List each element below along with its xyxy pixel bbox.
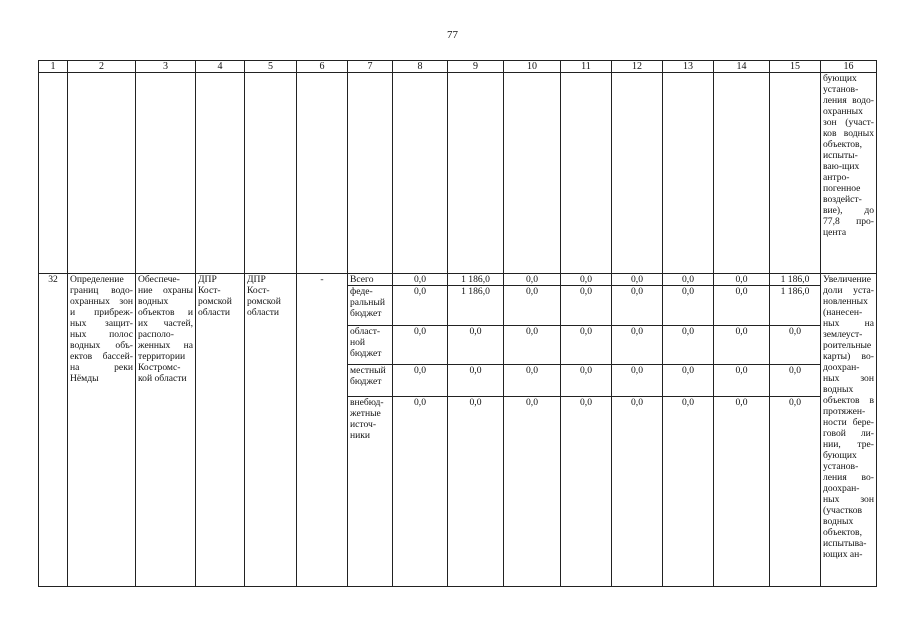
- text-line: ваю-щих: [823, 161, 860, 172]
- text-line: испыты-: [823, 150, 858, 161]
- column-header-11: 11: [561, 61, 612, 73]
- text-line: воздейст-: [823, 194, 862, 205]
- text-line: област-: [350, 326, 381, 337]
- column-header-12: 12: [612, 61, 663, 73]
- text-line: ДПР: [198, 274, 217, 285]
- text-line: ной: [350, 337, 366, 348]
- funding-value: 0,0: [393, 274, 448, 286]
- text-line: водных: [138, 296, 169, 307]
- column-header-3: 3: [136, 61, 196, 73]
- text-line: ющих ан-: [823, 549, 863, 560]
- funding-value: 0,0: [504, 326, 561, 365]
- text-line: Увеличение: [823, 274, 871, 285]
- text-line: доохран-: [823, 362, 860, 373]
- funding-value: 0,0: [561, 365, 612, 397]
- funding-value: 0,0: [612, 365, 663, 397]
- text-line: их частей,: [138, 318, 193, 329]
- column-header-10: 10: [504, 61, 561, 73]
- column-header-4: 4: [196, 61, 245, 73]
- text-line: (участков: [823, 505, 863, 516]
- funding-value: 0,0: [714, 397, 770, 587]
- text-line: бюджет: [350, 348, 382, 359]
- text-line: объектов в: [823, 395, 874, 406]
- header-row: [39, 61, 877, 73]
- funding-value: 0,0: [448, 326, 504, 365]
- funding-value: 0,0: [448, 365, 504, 397]
- funding-value: 1 186,0: [448, 274, 504, 286]
- text-line: (нанесен-: [823, 307, 863, 318]
- funding-value: 0,0: [393, 326, 448, 365]
- text-line: женных на: [138, 340, 193, 351]
- text-line: доохран-: [823, 483, 860, 494]
- text-line: новленных: [823, 296, 868, 307]
- column-header-1: 1: [39, 61, 68, 73]
- text-line: водных объ-: [70, 340, 133, 351]
- text-line: погенное: [823, 183, 861, 194]
- text-line: водных: [823, 516, 854, 527]
- funding-value: 0,0: [561, 397, 612, 587]
- funding-value: 0,0: [663, 365, 714, 397]
- text-line: говой ли-: [823, 428, 874, 439]
- text-line: ектов бассей-: [70, 351, 133, 362]
- funding-value: 0,0: [714, 326, 770, 365]
- column-header-2: 2: [68, 61, 136, 73]
- text-line: Всего: [350, 274, 374, 285]
- funding-value: 0,0: [612, 274, 663, 286]
- column-header-5: 5: [245, 61, 297, 73]
- funding-value: 0,0: [770, 326, 821, 365]
- text-line: протяжен-: [823, 406, 866, 417]
- text-line: располо-: [138, 329, 174, 340]
- funding-value: 0,0: [612, 397, 663, 587]
- column-header-15: 15: [770, 61, 821, 73]
- page-number: 77: [447, 29, 458, 41]
- funding-value: 0,0: [561, 326, 612, 365]
- text-line: карты) во-: [823, 351, 874, 362]
- funding-value: 0,0: [714, 274, 770, 286]
- text-line: ных зон: [823, 373, 874, 384]
- funding-value: 0,0: [393, 397, 448, 587]
- text-line: ления во-: [823, 472, 874, 483]
- text-line: феде-: [350, 286, 373, 297]
- funding-value: 1 186,0: [448, 286, 504, 326]
- text-line: ники: [350, 430, 371, 441]
- text-line: Нёмды: [70, 373, 99, 384]
- budget-table: [38, 60, 877, 587]
- funding-value: 0,0: [663, 274, 714, 286]
- text-line: ромской: [198, 296, 232, 307]
- funding-value: 0,0: [561, 286, 612, 326]
- text-line: ных зон: [823, 494, 874, 505]
- text-line: территории: [138, 351, 186, 362]
- text-line: и прибреж-: [70, 307, 133, 318]
- text-line: ромской: [247, 296, 281, 307]
- funding-value: 0,0: [504, 397, 561, 587]
- column-header-14: 14: [714, 61, 770, 73]
- responsible-executor: [196, 274, 245, 587]
- funding-value: 0,0: [663, 397, 714, 587]
- measure-name: [68, 274, 136, 587]
- text-line: жетные: [350, 408, 381, 419]
- text-line: ности бере-: [823, 417, 874, 428]
- column-header-13: 13: [663, 61, 714, 73]
- text-line: источ-: [350, 419, 377, 430]
- text-line: бующих: [823, 450, 857, 461]
- funding-value: 0,0: [612, 286, 663, 326]
- text-line: местный: [350, 365, 386, 376]
- funding-value: 1 186,0: [770, 286, 821, 326]
- text-line: ления водо-: [823, 95, 874, 106]
- text-line: антро-: [823, 172, 850, 183]
- text-line: объектов,: [823, 139, 862, 150]
- text-line: охранных зон: [70, 296, 133, 307]
- funding-value: 0,0: [393, 286, 448, 326]
- text-line: нии, тре-: [823, 439, 874, 450]
- text-line: Обеспече-: [138, 274, 180, 285]
- text-line: ков водных: [823, 128, 874, 139]
- funding-value: 0,0: [714, 286, 770, 326]
- measure-goal: [136, 274, 196, 587]
- text-line: землеуст-: [823, 329, 863, 340]
- text-line: Костромс-: [138, 362, 181, 373]
- funding-value: 0,0: [770, 365, 821, 397]
- text-line: Определение: [70, 274, 124, 285]
- text-line: ние охраны: [138, 285, 193, 296]
- text-line: цента: [823, 227, 847, 238]
- text-line: испытыва-: [823, 538, 867, 549]
- funding-source-label: [348, 397, 393, 587]
- text-line: 77,8 про-: [823, 216, 874, 227]
- text-line: бюджет: [350, 308, 382, 319]
- target-indicator: [821, 274, 877, 587]
- funding-value: 0,0: [663, 326, 714, 365]
- text-line: ных на: [823, 318, 874, 329]
- text-line: установ-: [823, 461, 859, 472]
- funding-value: 0,0: [448, 397, 504, 587]
- text-line: установ-: [823, 84, 859, 95]
- text-line: на реки: [70, 362, 133, 373]
- funding-value: 0,0: [663, 286, 714, 326]
- text-line: Кост-: [198, 285, 221, 296]
- text-line: охранных: [823, 106, 863, 117]
- funding-value: 0,0: [504, 274, 561, 286]
- column-header-16: 16: [821, 61, 877, 73]
- column-header-6: 6: [297, 61, 348, 73]
- funding-source-label: [348, 365, 393, 397]
- source-row: [39, 274, 877, 286]
- text-line: области: [247, 307, 280, 318]
- funding-value: 0,0: [770, 397, 821, 587]
- row-number: 32: [39, 274, 68, 587]
- text-line: вие), до: [823, 205, 874, 216]
- funding-value: 0,0: [612, 326, 663, 365]
- text-line: бующих: [823, 73, 857, 84]
- funding-value: 1 186,0: [770, 274, 821, 286]
- text-line: водных: [823, 384, 854, 395]
- text-line: объектов,: [823, 527, 862, 538]
- text-line: роительные: [823, 340, 872, 351]
- funding-source-label: [348, 286, 393, 326]
- funding-source-label: [348, 326, 393, 365]
- text-line: границ водо-: [70, 285, 133, 296]
- text-line: объектов и: [138, 307, 193, 318]
- text-line: области: [198, 307, 231, 318]
- column-header-8: 8: [393, 61, 448, 73]
- text-line: ДПР: [247, 274, 266, 285]
- text-line: ных защит-: [70, 318, 133, 329]
- column-header-7: 7: [348, 61, 393, 73]
- column-6-value: -: [297, 274, 348, 587]
- text-line: Кост-: [247, 285, 270, 296]
- continuation-row: [39, 73, 877, 274]
- funding-value: 0,0: [714, 365, 770, 397]
- funding-source-label: [348, 274, 393, 286]
- funding-value: 0,0: [561, 274, 612, 286]
- text-line: ральный: [350, 297, 386, 308]
- text-line: доли уста-: [823, 285, 874, 296]
- text-line: бюджет: [350, 376, 382, 387]
- continuation-col16: [821, 73, 877, 274]
- funding-value: 0,0: [393, 365, 448, 397]
- funding-value: 0,0: [504, 286, 561, 326]
- column-header-9: 9: [448, 61, 504, 73]
- text-line: внебюд-: [350, 397, 384, 408]
- funding-value: 0,0: [504, 365, 561, 397]
- text-line: ных полос: [70, 329, 133, 340]
- text-line: зон (участ-: [823, 117, 874, 128]
- text-line: кой области: [138, 373, 187, 384]
- co-executor: [245, 274, 297, 587]
